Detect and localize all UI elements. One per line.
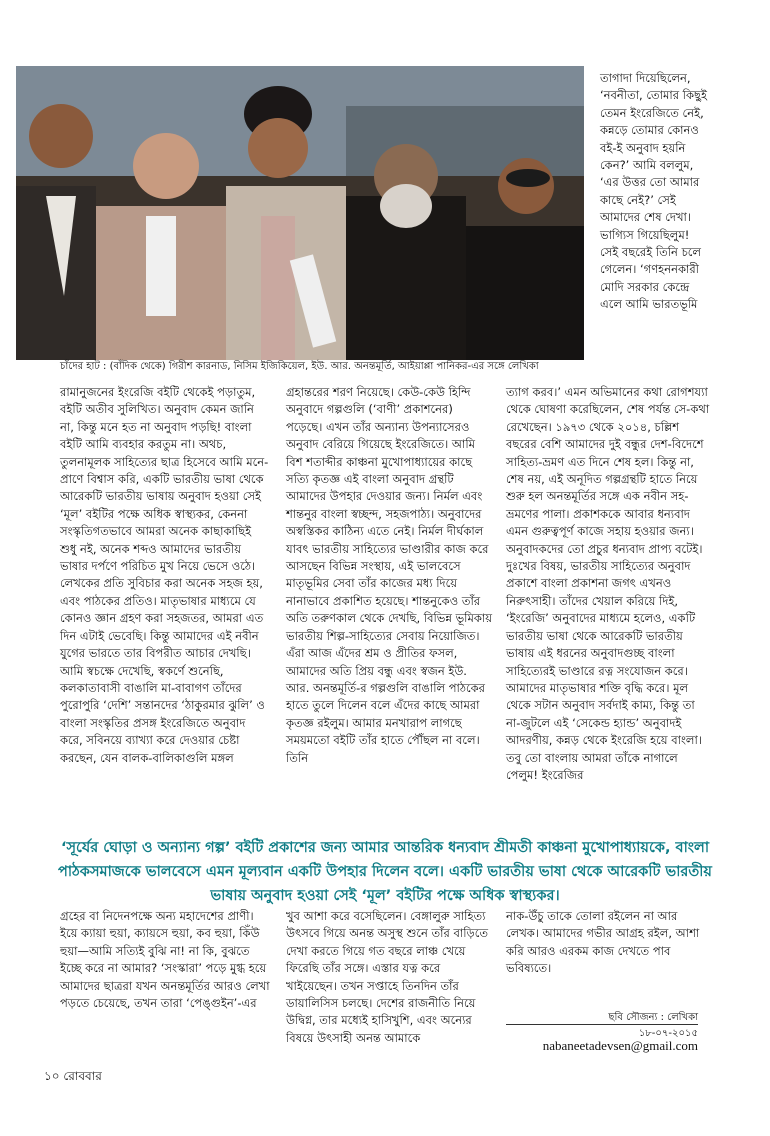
- page-folio: ১০ রোববার: [44, 1069, 102, 1083]
- issue-date: ১৮-০৭-২০১৫: [638, 1028, 698, 1039]
- photo-caption: চাঁদের হাট : (বাঁদিক থেকে) গিরীশ কারনাড, নিসিম ইজিকিয়েল, ইউ. আর. অনন্তমূর্তি, আইয়াপ্পা পানিকর-এর সঙ্গে লেখিকা: [60, 361, 539, 372]
- article-column-3: ত্যাগ করব।’ এমন অভিমানের কথা রোগশয্যা থেকে ঘোষণা করেছিলেন, শেষ পর্যন্ত সে-কথা রেখেছেন। ১৯৭৩ থেকে ২০১৪, চল্লিশ বছরের বেশি আমাদের দুই বন্ধুর দেশ-বিদেশে সাহিত্য-ভ্রমণ এত দিনে শেষ হল। কিন্তু না, শেষ নয়, এই অনূদিত গল্পগ্রন্থটি হাতে নিয়ে শুরু হল অনন্তমূর্তির সঙ্গে এক নবীন সহ-ভ্রমণের পালা। প্রকাশককে আবার ধন্যবাদ এমন গুরুত্বপূর্ণ কাজে সহায় হওয়ার জন্য। অনুবাদকদের তো প্রচুর ধন্যবাদ প্রাপ্য বটেই। দুঃখের বিষয়, ভারতীয় সাহিত্যের অনুবাদ প্রকাশে বাংলা প্রকাশনা জগৎ এখনও নিরুৎসাহী। তাঁদের খেয়াল করিয়ে দিই, ‘ইংরেজি’ অনুবাদের মাধ্যমে হলেও, একটি ভারতীয় ভাষা থেকে আরেকটি ভারতীয় ভাষায় এই ধরনের অনুবাদগুচ্ছ বাংলা সাহিত্যেরই ভাণ্ডারে রত্ন সংযোজন করে। আমাদের মাতৃভাষার শক্তি বৃদ্ধি করে। মূল থেকে সটান অনুবাদ সর্বদাই কাম্য, কিন্তু তা না-জুটলে এই ‘সেকেন্ড হ্যান্ড’ অনুবাদই আদরণীয়, কন্নড় থেকে ইংরেজি হয়ে বাংলা। তবু তো বাংলায় আমরা তাঁকে নাগালে পেলুম! ইংরেজির: [506, 385, 710, 782]
- article-column-bottom-3: নাক-উঁচু তাকে তোলা রইলেন না আর লেখক। আমাদের গভীর আগ্রহ রইল, আশা করি আরও এরকম কাজ দেখতে পাব ভবিষ্যতে।: [506, 909, 700, 976]
- article-column-2: গ্রহান্তরের শরণ নিয়েছে। কেউ-কেউ হিন্দি অনুবাদে গল্পগুলি (‘বাণী’ প্রকাশনের) পড়েছে। এখন তাঁর অন্যান্য উপন্যাসেরও অনুবাদ বেরিয়ে গিয়েছে ইংরেজিতে। আমি বিশ শতাব্দীর কাঞ্চনা মুখোপাধ্যায়ের কাছে সত্যি কৃতজ্ঞ এই বাংলা অনুবাদ গ্রন্থটি আমাদের উপহার দেওয়ার জন্য। নির্মল এবং শান্তনুর বাংলা স্বচ্ছন্দ, সহজপাঠ্য। অনুবাদের অস্বস্তিকর কাঠিন্য এতে নেই। নির্মল দীর্ঘকাল যাবৎ ভারতীয় সাহিত্যের ভাণ্ডারীর কাজ করে আসছেন বিভিন্ন সংস্থায়, এই ভালবেসে মাতৃভূমির সেবা তাঁর কাজের মধ্য দিয়ে নানাভাবে প্রকাশিত হয়েছে। শান্তনুকেও তাঁর অতি তরুণকাল থেকে দেখছি, বিভিন্ন ভূমিকায় ভারতীয় শিল্প-সাহিত্যের সেবায় নিয়োজিত। এঁরা আজ এঁদের শ্রম ও প্রীতির ফসল, আমাদের অতি প্রিয় বন্ধু এবং স্বজন ইউ. আর. অনন্তমূর্তি-র গল্পগুলি বাঙালি পাঠকের হাতে তুলে দিলেন বলে এঁদের কাছে আমরা কৃতজ্ঞ রইলুম। আমার মনখারাপ লাগছে সময়মতো বইটি তাঁর হাতে পৌঁছল না বলে। তিনি: [286, 385, 492, 765]
- article-column-1: রামানুজনের ইংরেজি বইটি থেকেই পড়াতুম, বইটি অতীব সুলিখিত। অনুবাদ কেমন জানি না, কিন্তু মনে হত না অনুবাদ পড়ছি! বাংলা বইটি আমি ব্যবহার করতুম না। অথচ, তুলনামূলক সাহিত্যের ছাত্র হিসেবে আমি মনে-প্রাণে বিশ্বাস করি, একটি ভারতীয় ভাষা থেকে আরেকটি ভারতীয় ভাষায় অনুবাদ হওয়া সেই ‘মূল’ বইটির পক্ষে অধিক স্বাস্থ্যকর, কেননা সংস্কৃতিগতভাবে আমরা অনেক কাছাকাছিই শুধু নই, অনেক শব্দও আমাদের ভারতীয় ভাষার দর্পণে পরিচিত মুখ নিয়ে ভেসে ওঠে। লেখকের প্রতি সুবিচার করা অনেক সহজ হয়, এবং পাঠকের প্রতিও। মাতৃভাষার মাধ্যমে যে কোনও জ্ঞান গ্রহণ করা সহজতর, আমরা এত দিন এটাই ভেবেছি। কিন্তু আমাদের এই নবীন যুগের ভারতে তার বিপরীত আচার দেখছি। আমি স্বচক্ষে দেখেছি, স্বকর্ণে শুনেছি, কলকাতাবাসী বাঙালি মা-বাবাগণ তাঁদের পুরোপুরি ‘দেশি’ সন্তানদের ‘ঠাকুরমার ঝুলি’ ও বাংলা সংস্কৃতির প্রসঙ্গ ইংরেজিতে অনুবাদ করে, সবিনয়ে ব্যাখ্যা করে দেওয়ার চেষ্টা করছেন, যেন বালক-বালিকাগুলি মঙ্গল: [60, 385, 269, 765]
- photo-credit: ছবি সৌজন্য : লেখিকা: [608, 1012, 698, 1023]
- article-column-bottom-2: খুব আশা করে বসেছিলেন। বেঙ্গালুরু সাহিত্য উৎসবে গিয়ে অনন্ত অসুস্থ শুনে তাঁর বাড়িতে দেখা করতে গিয়ে গত বছরে লাঞ্চ খেয়ে ফিরেছি তাঁর সঙ্গে। এস্তার যত্ন করে খাইয়েছেন। তখন সপ্তাহে তিনদিন তাঁর ডায়ালিসিস চলছে। দেশের রাজনীতি নিয়ে উদ্বিগ্ন, তার মধ্যেই হাসিখুশি, এবং অন্যের বিষয়ে উৎসাহী অনন্ত আমাকে: [286, 909, 488, 1045]
- article-column-right-top: তাগাদা দিয়েছিলেন, ‘নবনীতা, তোমার কিছুই তেমন ইংরেজিতে নেই, কন্নড়ে তোমার কোনও বই-ই অনুবাদ হয়নি কেন?’ আমি বললুম, ‘এর উত্তর তো আমার কাছে নেই?’ সেই আমাদের শেষ দেখা। ভাগ্যিস গিয়েছিলুম! সেই বছরেই তিনি চলে গেলেন। ‘গণহননকারী মোদি সরকার কেন্দ্রে এলে আমি ভারতভূমি: [600, 71, 707, 312]
- author-email: nabaneetadevsen@gmail.com: [542, 1038, 698, 1053]
- article-column-bottom-1: গ্রহের বা নিদেনপক্ষে অন্য মহাদেশের প্রাণী। ইয়ে ক্যায়া হুয়া, ক্যায়সে হুয়া, কব হুয়া, কিঁউ হুয়া—আমি সত্যিই বুঝি না! না কি, বুঝতে ইচ্ছে করে না আমার? ‘সংস্কারা’ পড়ে মুগ্ধ হয়ে আমাদের ছাত্ররা যখন অনন্তমূর্তির আরও লেখা পড়তে চেয়েছে, তখন তারা ‘পেঙ্গুইন’-এর: [60, 909, 270, 1011]
- pull-quote: ‘সূর্যের ঘোড়া ও অন্যান্য গল্প’ বইটি প্রকাশের জন্য আমার আন্তরিক ধন্যবাদ শ্রীমতী কাঞ্চনা মুখোপাধ্যায়কে, বাংলা পাঠকসমাজকে ভালবেসে এমন মূল্যবান একটি উপহার দিলেন বলে। একটি ভারতীয় ভাষা থেকে আরেকটি ভারতীয় ভাষায় অনুবাদ হওয়া সেই ‘মূল’ বইটির পক্ষে অধিক স্বাস্থ্যকর।: [58, 840, 712, 904]
- divider: [506, 1024, 698, 1025]
- group-photo: [16, 66, 584, 360]
